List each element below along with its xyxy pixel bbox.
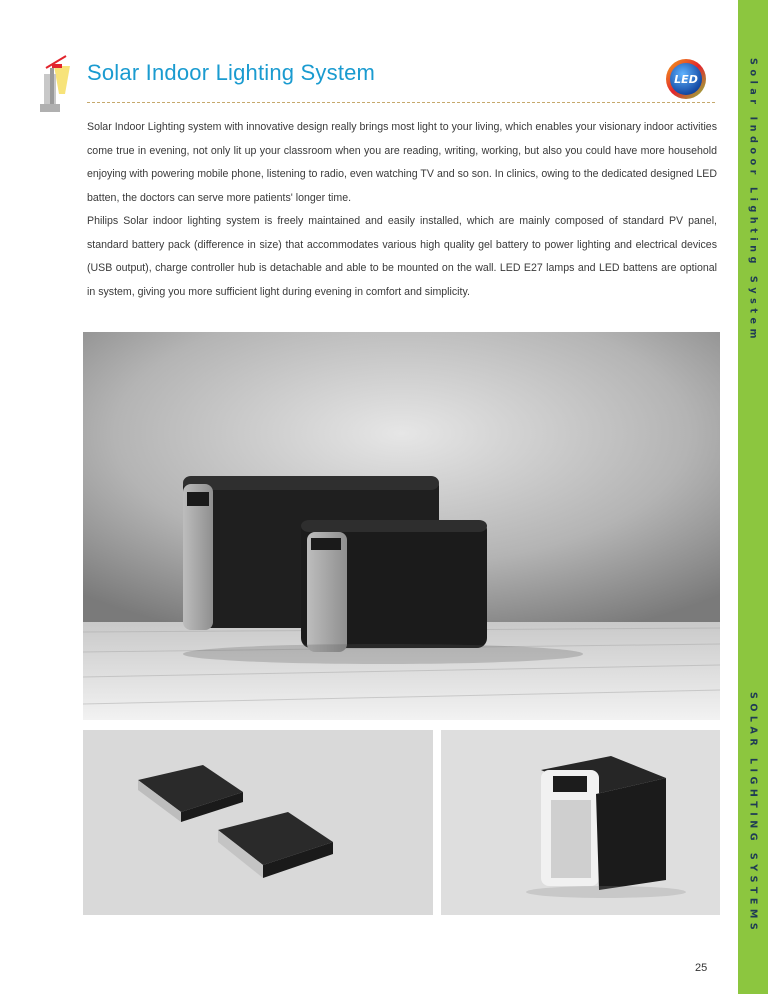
paragraph: Philips Solar indoor lighting system is freely maintained and easily installed, which are mainly composed of standard PV panel, standard battery pack (difference in size) that accommodates various high quality gel battery to power lighting and electrical devices (USB output), charge controller hub is detachable and able to be mounted on the wall. LED E27 lamps and LED battens are optional in system, giving you more sufficient light during evening in comfort and simplicity. [87, 215, 717, 298]
page-title: Solar Indoor Lighting System [87, 60, 376, 85]
controller-hub-photo [83, 730, 433, 915]
led-badge-icon [665, 58, 707, 100]
body-text [87, 116, 717, 304]
led-badge-text: LED [674, 73, 698, 86]
side-bar [738, 0, 768, 994]
page-number: 25 [695, 962, 708, 974]
side-section-label: Solar Indoor Lighting System [747, 58, 759, 344]
product-photo-main [83, 332, 720, 720]
battery-pack-photo [441, 730, 720, 915]
header-divider [87, 102, 715, 103]
lamp-post-icon [34, 54, 74, 118]
side-chapter-label: SOLAR LIGHTING SYSTEMS [747, 692, 759, 935]
paragraph: Solar Indoor Lighting system with innovative design really brings most light to your living, which enables your visionary indoor activities come true in evening, not only lit up your classroom when you are reading, writing, working, but also you could have more household enjoying with powering mobile phone, listening to radio, even watching TV and so son. In clinics, owing to the dedicated designed LED batten, the doctors can serve more patients' longer time. [87, 121, 717, 204]
